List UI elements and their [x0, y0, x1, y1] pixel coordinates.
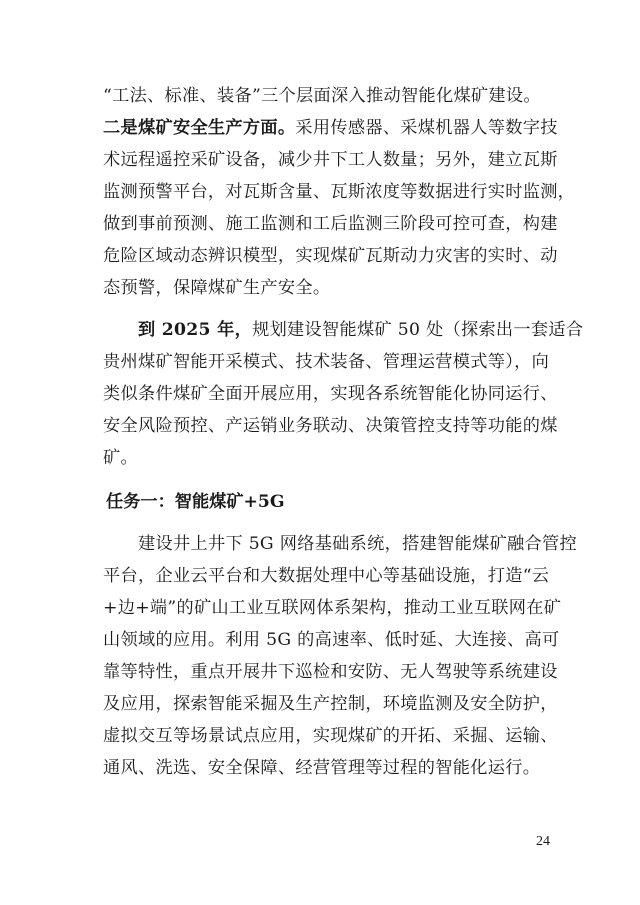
paragraph-text: 规划建设智能煤矿 50 处（探索出一套适合 — [252, 320, 584, 340]
paragraph-line: 类似条件煤矿全面开展应用，实现各系统智能化协同运行、 — [103, 384, 558, 404]
paragraph-line: 矿。 — [103, 448, 138, 468]
paragraph-line: 通风、洗选、安全保障、经营管理等过程的智能化运行。 — [103, 758, 541, 778]
task-heading: 任务一：智能煤矿+5G — [106, 492, 285, 512]
paragraph-line: “工法、标准、装备”三个层面深入推动智能化煤矿建设。 — [103, 86, 541, 106]
paragraph-line: 及应用，探索智能采掘及生产控制，环境监测及安全防护， — [103, 694, 558, 714]
paragraph-line: 靠等特性，重点开展井下巡检和安防、无人驾驶等系统建设 — [103, 662, 558, 682]
year-lead: 到 2025 年， — [138, 320, 253, 340]
paragraph-line — [103, 116, 558, 140]
paragraph-line: +边+端”的矿山工业互联网体系架构，推动工业互联网在矿 — [103, 598, 562, 618]
paragraph-line: 态预警，保障煤矿生产安全。 — [103, 278, 331, 298]
paragraph-line: 做到事前预测、施工监测和工后监测三阶段可控可查，构建 — [103, 214, 558, 234]
section-lead: 二是煤矿安全生产方面。 — [103, 118, 296, 138]
paragraph-line: 安全风险预控、产运销业务联动、决策管控支持等功能的煤 — [103, 416, 558, 436]
paragraph-line: 平台，企业云平台和大数据处理中心等基础设施，打造“云 — [103, 566, 550, 586]
paragraph-line: 术远程遥控采矿设备，减少井下工人数量；另外，建立瓦斯 — [103, 150, 558, 170]
paragraph-line: 建设井上井下 5G 网络基础系统，搭建智能煤矿融合管控 — [138, 534, 578, 554]
paragraph-line: 虚拟交互等场景试点应用，实现煤矿的开拓、采掘、运输、 — [103, 726, 558, 746]
paragraph-text: 采用传感器、采煤机器人等数字技 — [295, 118, 558, 138]
paragraph-line: 危险区域动态辨识模型，实现煤矿瓦斯动力灾害的实时、动 — [103, 246, 558, 266]
paragraph-line: 贵州煤矿智能开采模式、技术装备、管理运营模式等），向 — [103, 352, 550, 372]
paragraph-line: 监测预警平台，对瓦斯含量、瓦斯浓度等数据进行实时监测， — [103, 182, 576, 202]
page-number: 24 — [536, 834, 550, 849]
paragraph-line: 山领域的应用。利用 5G 的高速率、低时延、大连接、高可 — [103, 630, 560, 650]
paragraph-line — [138, 318, 584, 342]
